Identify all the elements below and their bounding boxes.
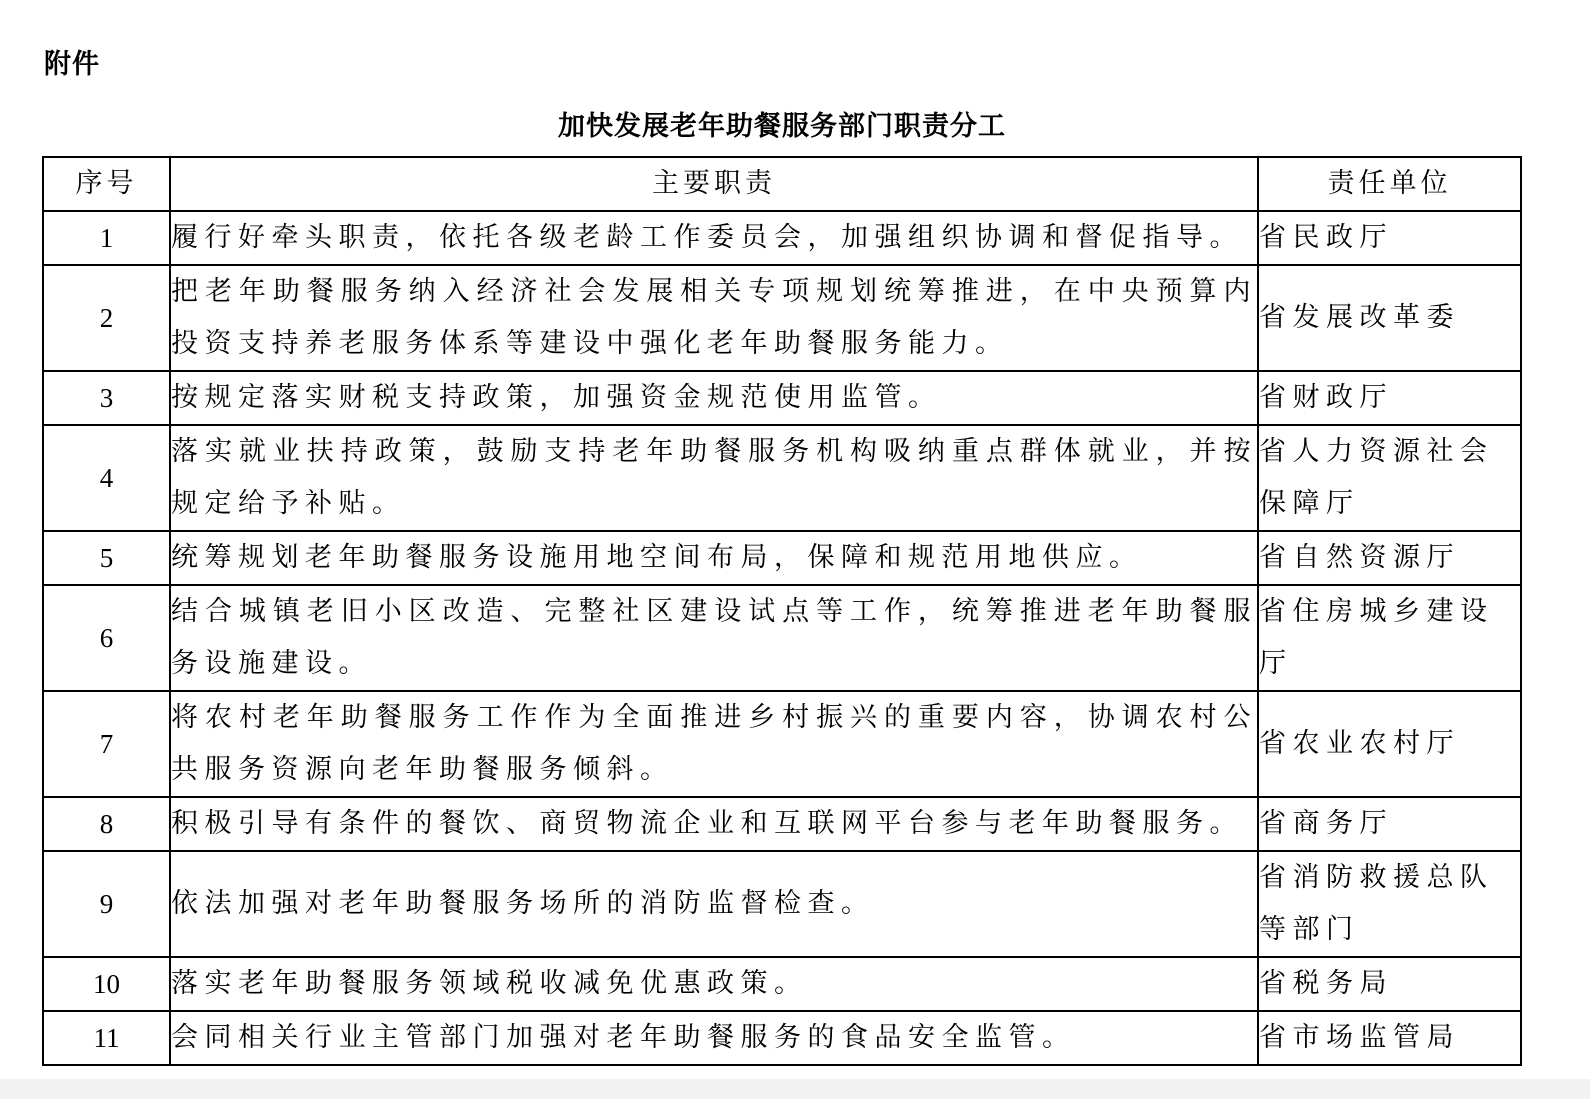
attachment-label: 附件 — [44, 49, 100, 80]
row-duty: 落实老年助餐服务领域税收减免优惠政策。 — [170, 957, 1258, 1011]
row-duty: 按规定落实财税支持政策，加强资金规范使用监管。 — [170, 371, 1258, 425]
row-number: 9 — [43, 851, 170, 957]
row-unit: 省人力资源社会保障厅 — [1258, 425, 1521, 531]
table-row — [43, 797, 1521, 851]
row-unit: 省税务局 — [1258, 957, 1521, 1011]
row-number: 2 — [43, 265, 170, 371]
row-unit: 省财政厅 — [1258, 371, 1521, 425]
row-duty: 会同相关行业主管部门加强对老年助餐服务的食品安全监管。 — [170, 1011, 1258, 1065]
row-duty: 履行好牵头职责，依托各级老龄工作委员会，加强组织协调和督促指导。 — [170, 211, 1258, 265]
row-duty: 落实就业扶持政策，鼓励支持老年助餐服务机构吸纳重点群体就业，并按规定给予补贴。 — [170, 425, 1258, 531]
table-row — [43, 851, 1521, 957]
row-duty: 依法加强对老年助餐服务场所的消防监督检查。 — [170, 851, 1258, 957]
row-duty: 将农村老年助餐服务工作作为全面推进乡村振兴的重要内容，协调农村公共服务资源向老年助餐服务倾斜。 — [170, 691, 1258, 797]
row-number: 10 — [43, 957, 170, 1011]
table-row — [43, 265, 1521, 371]
header-duty: 主要职责 — [170, 157, 1258, 211]
table-row — [43, 1011, 1521, 1065]
table-row — [43, 531, 1521, 585]
row-duty: 积极引导有条件的餐饮、商贸物流企业和互联网平台参与老年助餐服务。 — [170, 797, 1258, 851]
row-unit: 省商务厅 — [1258, 797, 1521, 851]
table-row — [43, 585, 1521, 691]
row-number: 6 — [43, 585, 170, 691]
row-duty: 结合城镇老旧小区改造、完整社区建设试点等工作，统筹推进老年助餐服务设施建设。 — [170, 585, 1258, 691]
row-unit: 省民政厅 — [1258, 211, 1521, 265]
row-unit: 省消防救援总队等部门 — [1258, 851, 1521, 957]
table-row — [43, 957, 1521, 1011]
table-header-row — [43, 157, 1521, 211]
row-number: 3 — [43, 371, 170, 425]
row-duty: 把老年助餐服务纳入经济社会发展相关专项规划统筹推进，在中央预算内投资支持养老服务体系等建设中强化老年助餐服务能力。 — [170, 265, 1258, 371]
header-unit: 责任单位 — [1258, 157, 1521, 211]
row-unit: 省自然资源厅 — [1258, 531, 1521, 585]
row-number: 8 — [43, 797, 170, 851]
duty-table — [42, 156, 1522, 1066]
header-no: 序号 — [43, 157, 170, 211]
row-number: 5 — [43, 531, 170, 585]
row-unit: 省市场监管局 — [1258, 1011, 1521, 1065]
table-row — [43, 371, 1521, 425]
row-number: 4 — [43, 425, 170, 531]
row-number: 7 — [43, 691, 170, 797]
page-bottom-band — [0, 1079, 1590, 1099]
row-unit: 省农业农村厅 — [1258, 691, 1521, 797]
row-unit: 省住房城乡建设厅 — [1258, 585, 1521, 691]
row-number: 1 — [43, 211, 170, 265]
row-unit: 省发展改革委 — [1258, 265, 1521, 371]
row-duty: 统筹规划老年助餐服务设施用地空间布局，保障和规范用地供应。 — [170, 531, 1258, 585]
table-row — [43, 691, 1521, 797]
table-row — [43, 211, 1521, 265]
row-number: 11 — [43, 1011, 170, 1065]
table-row — [43, 425, 1521, 531]
document-title: 加快发展老年助餐服务部门职责分工 — [558, 111, 1006, 142]
